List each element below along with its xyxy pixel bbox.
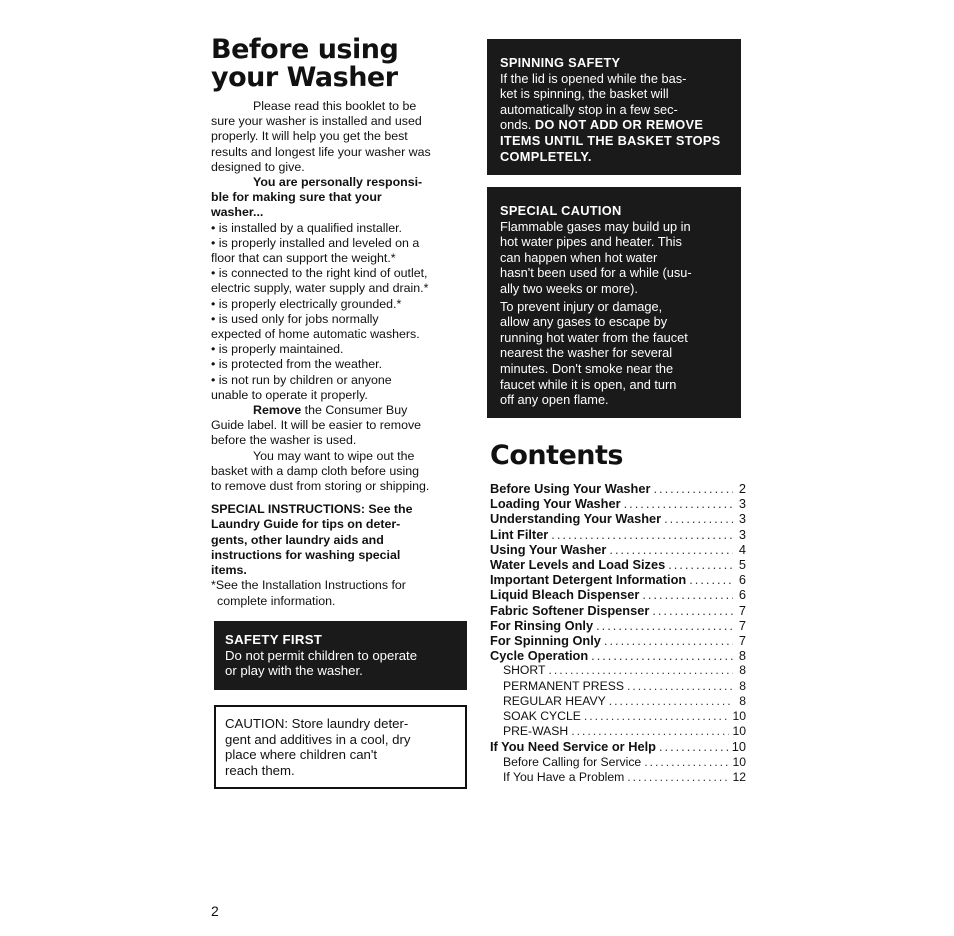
responsible-heading: ble for making sure that your <box>211 190 382 205</box>
toc-entry <box>490 542 746 557</box>
toc-leader-dots <box>609 694 733 709</box>
spinning-safety-heading: SPINNING SAFETY <box>500 55 621 70</box>
toc-entry-label: Before Using Your Washer <box>490 481 651 496</box>
toc-entry-label: Liquid Bleach Dispenser <box>490 587 640 603</box>
toc-entry <box>490 511 746 526</box>
toc-entry-label: Using Your Washer <box>490 541 607 557</box>
special-caution-line: allow any gases to escape by <box>500 314 668 330</box>
toc-entry-label: REGULAR HEAVY <box>503 693 606 708</box>
spinning-bold: DO NOT ADD OR REMOVE <box>534 117 704 133</box>
special-instructions: Laundry Guide for tips on deter- <box>211 517 401 532</box>
toc-leader-dots <box>609 542 733 557</box>
toc-entry <box>490 648 746 663</box>
caution-line: place where children can't <box>225 747 378 763</box>
toc-entry-label: PRE-WASH <box>503 724 569 739</box>
toc-entry-label: For Spinning Only <box>490 633 601 649</box>
toc-entry <box>490 587 746 602</box>
spinning-safety-line: ket is spinning, the basket will <box>500 86 669 102</box>
toc-entry-page: 12 <box>732 769 746 784</box>
toc-entry-label: Lint Filter <box>490 526 549 542</box>
toc-entry <box>490 527 746 542</box>
toc-entry-page: 7 <box>738 602 746 618</box>
table-of-contents <box>490 481 746 785</box>
toc-entry-label: PERMANENT PRESS <box>503 678 624 693</box>
special-instructions: SPECIAL INSTRUCTIONS: See the <box>211 502 413 517</box>
toc-entry <box>490 572 746 587</box>
toc-entry <box>490 618 746 633</box>
toc-entry-page: 10 <box>732 709 746 724</box>
toc-entry-page: 3 <box>738 526 746 542</box>
toc-leader-dots <box>664 511 733 526</box>
toc-entry <box>490 481 746 496</box>
special-caution-line: can happen when hot water <box>500 249 658 265</box>
page-number: 2 <box>211 903 219 919</box>
toc-entry-label: If You Need Service or Help <box>490 739 656 755</box>
bullet-item-cont: expected of home automatic washers. <box>211 327 420 342</box>
toc-entry-label: Fabric Softener Dispenser <box>490 602 650 618</box>
title-line-2: your Washer <box>211 62 398 93</box>
toc-leader-dots <box>596 618 733 633</box>
toc-entry-page: 7 <box>738 617 746 633</box>
special-caution-line: minutes. Don't smoke near the <box>500 360 674 376</box>
special-caution-heading: SPECIAL CAUTION <box>500 203 622 218</box>
bullet-item-cont: electric supply, water supply and drain.* <box>211 281 429 296</box>
toc-entry-page: 4 <box>738 541 746 557</box>
bullet-item-cont: floor that can support the weight.* <box>211 251 396 266</box>
special-caution-line: running hot water from the faucet <box>500 329 688 345</box>
toc-entry-label: Before Calling for Service <box>503 754 642 769</box>
toc-entry <box>490 557 746 572</box>
toc-leader-dots <box>653 481 733 496</box>
toc-leader-dots <box>571 724 729 739</box>
toc-entry-page: 3 <box>738 511 746 527</box>
toc-entry-label: SHORT <box>503 663 546 678</box>
safety-first-line: Do not permit children to operate <box>225 647 418 663</box>
spinning-bold-line: ITEMS UNTIL THE BASKET STOPS <box>500 132 721 148</box>
toc-entry <box>490 633 746 648</box>
toc-entry <box>490 663 746 678</box>
responsible-heading: You are personally responsi- <box>253 175 423 190</box>
toc-leader-dots <box>551 527 733 542</box>
toc-entry-label: If You Have a Problem <box>503 769 625 784</box>
intro-line: results and longest life your washer was <box>211 144 431 159</box>
intro-line: designed to give. <box>211 159 305 174</box>
bullet-item: • is properly maintained. <box>211 342 466 357</box>
spinning-safety-line: If the lid is opened while the bas- <box>500 70 687 86</box>
toc-entry <box>490 724 746 739</box>
special-caution-line: nearest the washer for several <box>500 345 673 361</box>
toc-entry-page: 6 <box>738 572 746 588</box>
toc-entry <box>490 755 746 770</box>
toc-entry-page: 7 <box>738 633 746 649</box>
wipe-line: basket with a damp cloth before using <box>211 463 420 478</box>
toc-entry-label: Loading Your Washer <box>490 496 621 512</box>
toc-entry-page: 10 <box>732 724 746 739</box>
intro-line: sure your washer is installed and used <box>211 114 422 129</box>
toc-entry-page: 6 <box>738 587 746 603</box>
toc-entry <box>490 709 746 724</box>
bullet-item: • is not run by children or anyone <box>211 373 466 388</box>
remove-bold: Remove <box>253 403 302 418</box>
safety-first-heading: SAFETY FIRST <box>225 632 323 647</box>
toc-leader-dots <box>627 679 733 694</box>
bullet-item: • is properly electrically grounded.* <box>211 297 466 312</box>
intro-line: Please read this booklet to be <box>253 99 417 113</box>
caution-line: gent and additives in a cool, dry <box>225 731 411 747</box>
title-line-1: Before using <box>211 34 399 65</box>
special-instructions: items. <box>211 563 247 578</box>
special-caution-box <box>487 187 741 418</box>
toc-entry-page: 8 <box>739 663 746 678</box>
toc-leader-dots <box>627 770 729 785</box>
bullet-item-cont: unable to operate it properly. <box>211 387 368 402</box>
toc-entry <box>490 603 746 618</box>
intro-line: properly. It will help you get the best <box>211 129 408 144</box>
special-instructions: instructions for washing special <box>211 547 401 562</box>
special-caution-line: ally two weeks or more). <box>500 280 638 296</box>
bullet-item: • is protected from the weather. <box>211 357 466 372</box>
remove-line: Guide label. It will be easier to remove <box>211 418 422 433</box>
toc-entry-label: Water Levels and Load Sizes <box>490 557 666 573</box>
caution-line: reach them. <box>225 762 295 778</box>
caution-box <box>214 705 467 789</box>
toc-entry-page: 8 <box>739 693 746 708</box>
footnote: complete information. <box>217 593 336 608</box>
special-caution-line: faucet while it is open, and turn <box>500 376 677 392</box>
toc-leader-dots <box>548 663 733 678</box>
safety-first-line: or play with the washer. <box>225 663 363 679</box>
toc-entry-label: Understanding Your Washer <box>490 511 662 527</box>
bullet-item: • is used only for jobs normally <box>211 312 466 327</box>
spinning-safety-box <box>487 39 741 175</box>
contents-title: Contents <box>490 440 624 471</box>
toc-leader-dots <box>604 633 733 648</box>
spinning-plain: onds. <box>500 117 535 133</box>
toc-entry-page: 10 <box>731 739 746 755</box>
toc-leader-dots <box>644 755 729 770</box>
toc-leader-dots <box>584 709 730 724</box>
spinning-safety-line <box>500 117 733 133</box>
toc-entry-page: 5 <box>738 557 746 573</box>
spinning-safety-line: automatically stop in a few sec- <box>500 101 678 117</box>
toc-entry-page: 2 <box>738 481 746 496</box>
toc-leader-dots <box>624 496 733 511</box>
toc-leader-dots <box>659 739 729 754</box>
page-title <box>211 36 471 92</box>
bullet-item: • is properly installed and leveled on a <box>211 236 466 251</box>
toc-entry-label: SOAK CYCLE <box>503 709 581 724</box>
safety-first-box <box>214 621 467 690</box>
special-caution-line: To prevent injury or damage, <box>500 298 663 314</box>
toc-entry-label: Important Detergent Information <box>490 572 687 588</box>
special-caution-line: hot water pipes and heater. This <box>500 234 682 250</box>
toc-entry-label: For Rinsing Only <box>490 617 594 633</box>
special-caution-line: hasn't been used for a while (usu- <box>500 265 692 281</box>
toc-entry <box>490 739 746 754</box>
spinning-bold-line: COMPLETELY. <box>500 148 592 164</box>
caution-line: CAUTION: Store laundry deter- <box>225 716 409 731</box>
toc-entry <box>490 694 746 709</box>
special-caution-line: off any open flame. <box>500 392 609 408</box>
remove-line: before the washer is used. <box>211 433 357 448</box>
wipe-line: to remove dust from storing or shipping. <box>211 479 430 494</box>
toc-leader-dots <box>642 587 733 602</box>
responsible-heading: washer... <box>211 205 264 220</box>
toc-entry-page: 10 <box>732 754 746 769</box>
special-instructions: gents, other laundry aids and <box>211 532 384 547</box>
bullet-item: • is installed by a qualified installer. <box>211 221 466 236</box>
toc-entry-page: 8 <box>738 648 746 664</box>
toc-leader-dots <box>652 603 733 618</box>
toc-entry-page: 8 <box>739 678 746 693</box>
toc-entry <box>490 679 746 694</box>
toc-leader-dots <box>689 572 733 587</box>
toc-leader-dots <box>668 557 733 572</box>
special-caution-line: Flammable gases may build up in <box>500 218 691 234</box>
footnote: *See the Installation Instructions for <box>211 578 406 593</box>
bullet-item: • is connected to the right kind of outlet, <box>211 266 466 281</box>
intro-column <box>211 99 466 609</box>
toc-leader-dots <box>591 648 733 663</box>
toc-entry-label: Cycle Operation <box>490 648 589 664</box>
toc-entry <box>490 770 746 785</box>
wipe-line: You may want to wipe out the <box>253 448 415 463</box>
toc-entry-page: 3 <box>738 496 746 512</box>
remove-line <box>211 403 466 418</box>
remove-rest: the Consumer Buy <box>301 403 408 418</box>
toc-entry <box>490 496 746 511</box>
